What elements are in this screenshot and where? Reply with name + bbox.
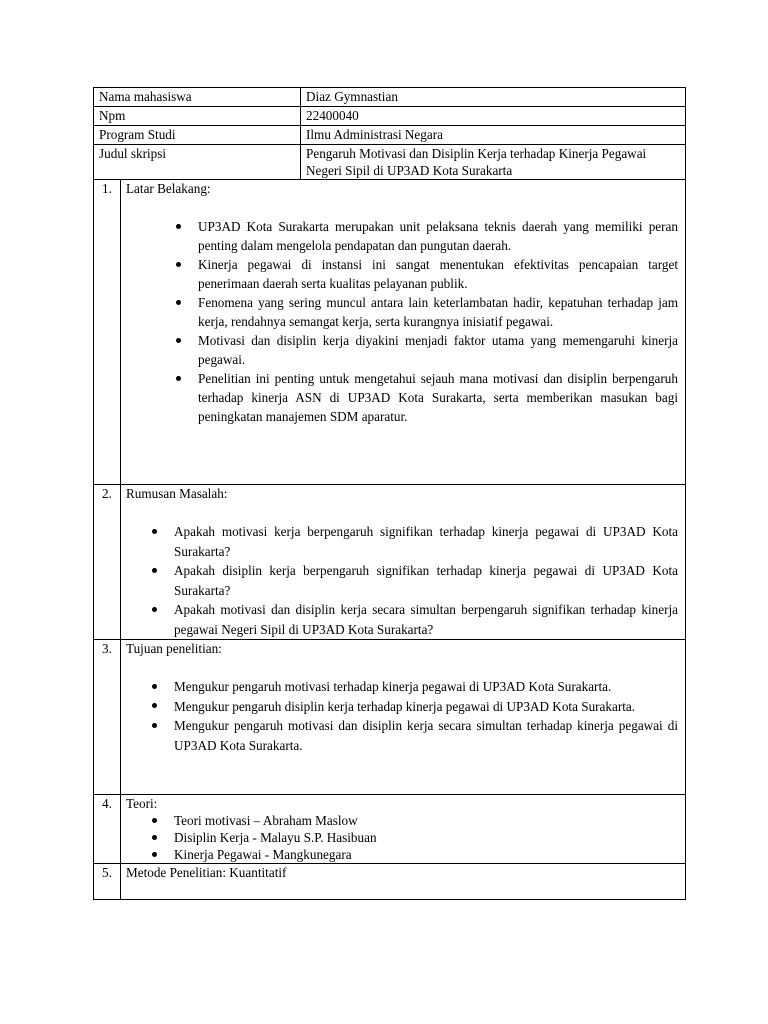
section-cell: [121, 485, 686, 640]
bullet-icon: [176, 224, 181, 229]
bullet-list: [126, 217, 680, 426]
info-value: Diaz Gymnastian: [301, 88, 686, 107]
section-cell: [121, 795, 686, 864]
list-item: [174, 697, 678, 717]
list-item-text: Teori motivasi – Abraham Maslow: [174, 813, 358, 828]
bullet-icon: [152, 703, 157, 708]
section-row-latar: [94, 180, 686, 485]
info-label: Npm: [94, 107, 301, 126]
list-item-text: Motivasi dan disiplin kerja diyakini menjadi faktor utama yang memengaruhi kinerja pegawai.: [198, 333, 678, 367]
info-label: Judul skripsi: [94, 145, 301, 180]
list-item-text: Kinerja pegawai di instansi ini sangat menentukan efektivitas pencapaian target penerimaan daerah serta kualitas pelayanan publik.: [198, 257, 678, 291]
section-heading: Tujuan penelitian:: [126, 641, 222, 656]
section-number: 1.: [94, 180, 121, 485]
list-item-text: Apakah motivasi dan disiplin kerja secara simultan berpengaruh signifikan terhadap kinerja pegawai Negeri Sipil di UP3AD Kota Surakarta?: [174, 602, 678, 637]
info-row-program: [94, 126, 686, 145]
student-info-table: [93, 87, 686, 180]
section-row-teori: [94, 795, 686, 864]
list-item: [174, 716, 678, 755]
list-item: [174, 600, 678, 639]
bullet-icon: [152, 852, 157, 857]
bullet-icon: [152, 723, 157, 728]
list-item-text: Mengukur pengaruh disiplin kerja terhadap kinerja pegawai di UP3AD Kota Surakarta.: [174, 698, 636, 714]
bullet-icon: [176, 376, 181, 381]
section-row-metode: [94, 864, 686, 900]
list-item: [174, 677, 678, 697]
section-number: 2.: [94, 485, 121, 640]
section-number: 5.: [94, 864, 121, 900]
section-number: 4.: [94, 795, 121, 864]
list-item: [198, 331, 678, 369]
list-item: [198, 369, 678, 426]
info-value: Pengaruh Motivasi dan Disiplin Kerja terhadap Kinerja Pegawai Negeri Sipil di UP3AD Kota Surakarta: [301, 145, 686, 180]
bullet-list: [126, 677, 680, 755]
list-item-text: Fenomena yang sering muncul antara lain keterlambatan hadir, kepatuhan terhadap jam kerja, rendahnya semangat kerja, serta kurangnya inisiatif pegawai.: [198, 295, 678, 329]
bullet-icon: [176, 262, 181, 267]
section-heading: Latar Belakang:: [126, 181, 211, 196]
section-cell: [121, 640, 686, 795]
list-item: [198, 217, 678, 255]
info-value: 22400040: [301, 107, 686, 126]
list-item-text: Disiplin Kerja - Malayu S.P. Hasibuan: [174, 830, 377, 845]
list-item-text: Kinerja Pegawai - Mangkunegara: [174, 847, 352, 862]
bullet-icon: [152, 529, 157, 534]
list-item-text: Mengukur pengaruh motivasi terhadap kinerja pegawai di UP3AD Kota Surakarta.: [174, 679, 612, 694]
bullet-icon: [152, 568, 157, 573]
list-item-text: Penelitian ini penting untuk mengetahui sejauh mana motivasi dan disiplin berpengaruh terhadap kinerja ASN di UP3AD Kota Surakarta, serta memberikan masukan bagi peningkatan manajemen SDM aparatur.: [198, 371, 678, 424]
info-row-npm: [94, 107, 686, 126]
section-heading: Rumusan Masalah:: [126, 486, 228, 501]
proposal-sections-table: [93, 179, 686, 900]
section-number: 3.: [94, 640, 121, 795]
info-label: Program Studi: [94, 126, 301, 145]
list-item: [174, 829, 680, 846]
list-item-text: Apakah motivasi kerja berpengaruh signifikan terhadap kinerja pegawai di UP3AD Kota Surakarta?: [174, 524, 678, 559]
document-page: [93, 87, 686, 900]
list-item: [174, 522, 678, 561]
list-item: [198, 255, 678, 293]
list-item: [174, 812, 680, 829]
bullet-icon: [152, 607, 157, 612]
bullet-icon: [152, 818, 157, 823]
bullet-icon: [152, 835, 157, 840]
list-item-text: Mengukur pengaruh motivasi dan disiplin kerja secara simultan terhadap kinerja pegawai di UP3AD Kota Surakarta.: [174, 718, 678, 753]
section-heading: Metode Penelitian: Kuantitatif: [121, 864, 686, 900]
bullet-icon: [152, 684, 157, 689]
list-item: [198, 293, 678, 331]
section-row-tujuan: [94, 640, 686, 795]
bullet-icon: [176, 338, 181, 343]
list-item: [174, 846, 680, 863]
info-row-name: [94, 88, 686, 107]
info-row-title: [94, 145, 686, 180]
section-row-rumusan: [94, 485, 686, 640]
section-cell: [121, 180, 686, 485]
bullet-list: [126, 812, 680, 863]
list-item: [174, 561, 678, 600]
section-heading: Teori:: [126, 796, 158, 811]
bullet-icon: [176, 300, 181, 305]
bullet-list: [126, 522, 680, 639]
info-label: Nama mahasiswa: [94, 88, 301, 107]
list-item-text: UP3AD Kota Surakarta merupakan unit pelaksana teknis daerah yang memiliki peran penting dalam mengelola pendapatan dan pungutan daerah.: [198, 219, 678, 253]
list-item-text: Apakah disiplin kerja berpengaruh signifikan terhadap kinerja pegawai di UP3AD Kota Surakarta?: [174, 563, 678, 598]
info-value: Ilmu Administrasi Negara: [301, 126, 686, 145]
